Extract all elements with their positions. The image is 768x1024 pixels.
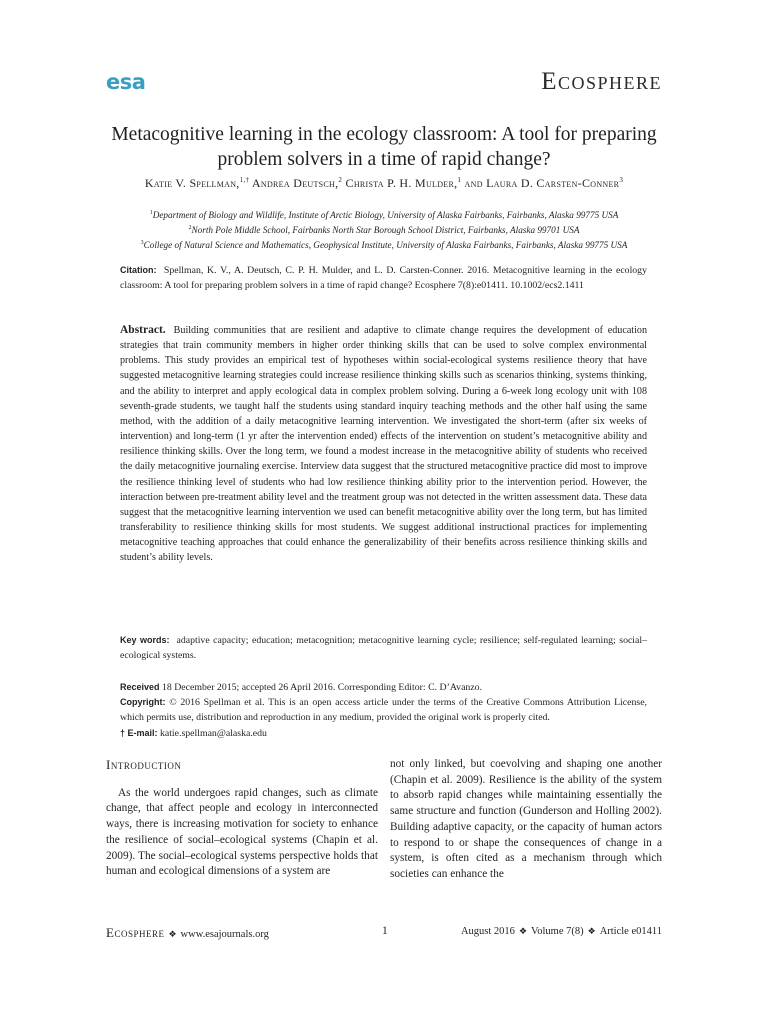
received-line [120,680,647,695]
author-affiliation-mark: 3 [619,176,624,184]
page-number: 1 [382,925,388,937]
email-link[interactable]: katie.spellman@alaska.edu [159,727,267,739]
diamond-icon: ❖ [518,926,528,936]
author-affiliation-mark: 1,† [239,176,250,184]
footer-url[interactable]: www.esajournals.org [180,929,269,940]
journal-name: Ecosphere [541,68,662,95]
affiliation-number: 2 [188,225,192,232]
copyright-text: © 2016 Spellman et al. This is an open access article under the terms of the Creative Commons Attribution License, which permits use, distribution and reproduction in any medium, provided the original work is properly cited. [120,697,647,724]
article-metadata [120,680,647,741]
footer-volume: Volume 7(8) [531,926,584,937]
body-column-left [106,757,378,880]
affiliation-number: 3 [140,240,144,247]
affiliation-text: North Pole Middle School, Fairbanks North Star Borough School District, Fairbanks, Alaska 99701 USA [191,225,580,236]
received-label: Received [120,682,160,692]
copyright-line [120,695,647,725]
footer-article: Article e01411 [599,926,662,937]
diamond-icon: ❖ [168,929,177,939]
citation-block [120,263,647,293]
affiliation-line [106,237,662,252]
email-label: † E-mail: [120,727,158,738]
copyright-label: Copyright: [120,697,166,708]
esa-logo: esa [106,70,146,94]
affiliation-text: Department of Biology and Wildlife, Institute of Arctic Biology, University of Alaska Fairbanks, Fairbanks, Alaska 99775 USA [152,210,619,221]
footer-journal: Ecosphere [106,925,165,940]
abstract-block [120,323,647,566]
received-text: 18 December 2015; accepted 26 April 2016. Corresponding Editor: C. D’Avanzo. [161,682,483,693]
footer-date: August 2016 [460,926,515,937]
author-affiliation-mark: 1 [457,176,462,184]
keywords-block [120,633,647,663]
affiliation-line [106,222,662,237]
affiliation-list [106,207,662,252]
article-title: Metacognitive learning in the ecology classroom: A tool for preparing problem solvers in a time of rapid change? [111,124,657,170]
affiliation-number: 1 [149,210,153,216]
author-name: Katie V. Spellman, [144,176,240,190]
citation-text: Spellman, K. V., A. Deutsch, C. P. H. Mulder, and L. D. Carsten-Conner. 2016. Metacognitive learning in the ecology classroom: A tool for preparing problem solvers in a time of rapid change? Ecosphere 7(8):e01411. 10.1002/ecs2.1411 [120,265,647,292]
footer-left [106,925,269,941]
affiliation-line [106,207,662,222]
author-name: and Laura D. Carsten-Conner [461,176,620,190]
keywords-text: adaptive capacity; education; metacognition; metacognitive learning cycle; resilience; self-regulated learning; social–ecological systems. [120,635,648,662]
email-line [120,726,647,741]
abstract-text: Building communities that are resilient and adaptive to climate change requires the development of education strategies that train community members in higher order thinking skills that can be used to solve complex environmental problems. This study provides an empirical test of hypotheses within social-ecological systems resilience theory that have suggested metacognitive learning strategies could increase resilience thinking skills such as scenarios thinking, systems thinking, and the ability to interpret and apply ecological data in complex problem solving. During a 6-week long ecology unit with 108 seventh-grade students, we taught half the students using standard inquiry teaching methods and the other half using the same method, with the addition of a daily metacognitive learning intervention. We investigated the short-term (after six weeks of intervention) and long-term (1 yr after the intervention ended) effects of the intervention on student’s metacognitive ability and resilience thinking skills. Over the long term, we found a modest increase in the metacognitive ability of students who received the daily metacognitive journaling exercise. Interview data suggest that the structured metacognitive practice did most to improve the resilience thinking level of students who had low resilience thinking ability prior to the intervention period. However, the interaction between pre-treatment ability level and the treatment group was not detected in the written assessment data. These data suggest that the metacognitive learning intervention we used can benefit metacognitive ability over the long term, but has limited transferability to resilience thinking skills for most students. We suggest additional instructional practices for implementing metacognitive teaching approaches that could enhance the generalizability of their benefits across resilience thinking skills and student’s ability levels. [120,325,647,564]
section-heading-introduction: Introduction [106,757,182,772]
body-column-right [390,757,662,883]
author-name: Christa P. H. Mulder, [342,176,458,190]
author-name: Andrea Deutsch, [249,176,339,190]
footer-right [461,926,662,937]
affiliation-text: College of Natural Science and Mathematics, Geophysical Institute, University of Alaska Fairbanks, Fairbanks, Alaska 99775 USA [143,240,628,251]
abstract-label: Abstract. [120,324,166,336]
author-affiliation-mark: 2 [338,176,343,184]
diamond-icon: ❖ [587,926,596,936]
author-list [106,176,662,191]
body-paragraph: As the world undergoes rapid changes, such as climate change, that affect people and ecology in interconnected ways, there is increasing motivation for society to enhance the resilience of social–ecological systems (Chapin et al. 2009). The social–ecological systems perspective holds that human and ecological dimensions of a system are [106,786,378,878]
citation-label: Citation: [120,265,157,275]
keywords-label: Key words: [120,635,170,645]
body-paragraph: not only linked, but coevolving and shaping one another (Chapin et al. 2009). Resilience is the ability of the system to absorb rapid changes while maintaining essentially the same structure and function (Gunderson and Holling 2002). Building adaptive capacity, or the capacity of human actors to respond to or shape the consequences of change in a system, is often cited as a mechanism through which societies can enhance the [390,758,662,880]
